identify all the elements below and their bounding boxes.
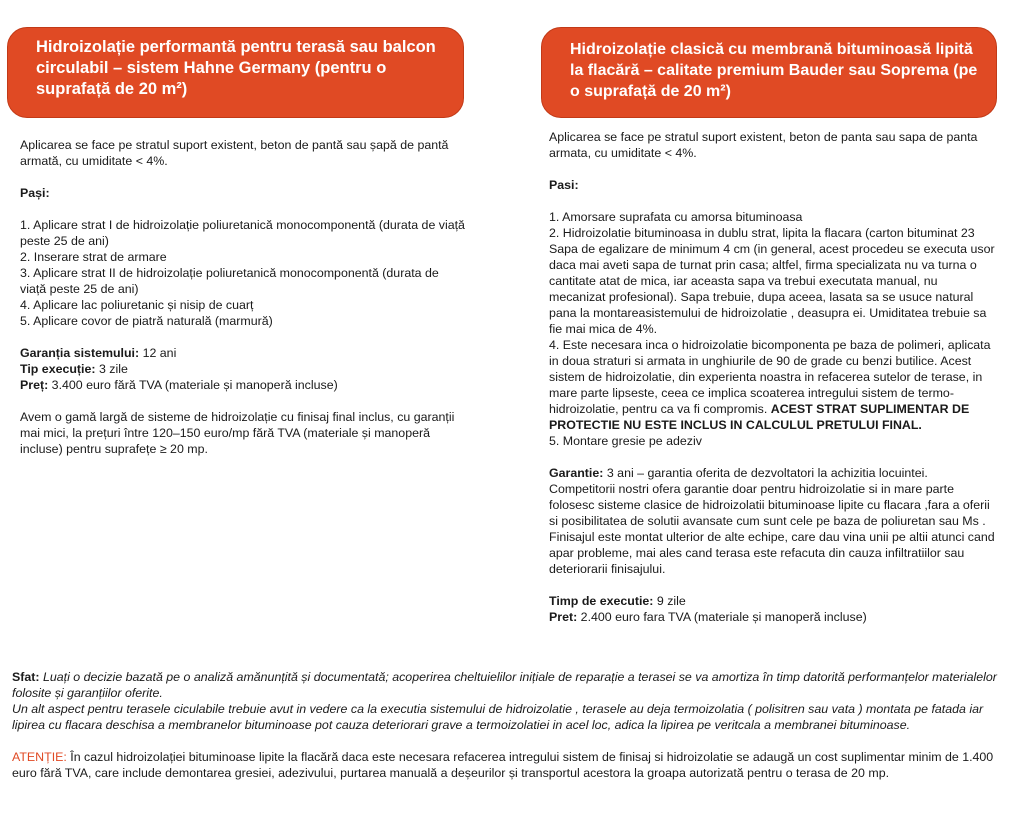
right-step: 1. Amorsare suprafata cu amorsa bituminoasa — [549, 210, 803, 224]
left-execution: Tip execuție: 3 zile — [20, 362, 128, 376]
left-note: Avem o gamă largă de sisteme de hidroizolație cu finisaj final inclus, cu garanții mai mici, la prețuri între 120–150 euro/mp fără TVA (materiale și manoperă incluse) pentru suprafețe ≥ 20 mp. — [20, 410, 455, 456]
left-step: 1. Aplicare strat I de hidroizolație poliuretanică monocomponentă (durata de viață peste 25 de ani) — [20, 218, 465, 248]
right-offer-body — [549, 129, 996, 625]
aspect-note: Un alt aspect pentru terasele ciculabile trebuie avut in vedere ca la executia sistemului de hidroizolatie , terasele au deja termoizolatia ( polisitren sau vata ) montata pe fatada iar lipirea cu flacara deschisa a membranelor bituminoase pot cauza deteriorari grave a termoizolatiei in acel loc, adica la lipirea pe veritcala a membranei bituminoase. — [12, 702, 984, 732]
left-step: 5. Aplicare covor de piatră naturală (marmură) — [20, 314, 273, 328]
right-execution: Timp de executie: 9 zile — [549, 594, 686, 608]
left-intro: Aplicarea se face pe stratul suport existent, beton de pantă sau șapă de pantă armată, cu umiditate < 4%. — [20, 138, 449, 168]
right-step: 5. Montare gresie pe adeziv — [549, 434, 702, 448]
right-warranty: Garantie: 3 ani – garantia oferita de dezvoltatori la achizitia locuintei. Competitorii nostri ofera garantie doar pentru hidroizolatie si in mare parte folosesc sisteme clasice de hidroizolatii bituminoase lipite cu flacara ,fara a oferii si posibilitatea de solutii avansate cum sunt cele pe baza de poliuretan sau Ms . Finisajul este montat ulterior de alte echipe, care dau vina unii pe altii atunci cand apar probleme, mai ales cand terasa este refacuta din cauza infiltratiilor sau deteriorarii finisajului. — [549, 466, 995, 576]
left-offer-body — [20, 137, 465, 457]
right-intro: Aplicarea se face pe stratul suport existent, beton de panta sau sapa de panta armata, cu umiditate < 4%. — [549, 130, 978, 160]
left-steps-heading: Pași: — [20, 186, 50, 200]
warning: ATENȚIE: În cazul hidroizolației bituminoase lipite la flacără daca este necesara refacerea intregului sistem de finisaj si hidroizolatie se adaugă un cost suplimentar minim de 1.400 euro fără TVA, care include demontarea gresiei, adezivului, purtarea manuală a deșeurilor și transportul acestora la groapa autorizată pentru o terasa de 20 mp. — [12, 750, 994, 780]
right-price: Pret: 2.400 euro fara TVA (materiale și manoperă incluse) — [549, 610, 867, 624]
left-step: 2. Inserare strat de armare — [20, 250, 167, 264]
right-steps-heading: Pasi: — [549, 178, 579, 192]
right-offer-title: Hidroizolație clasică cu membrană bituminoasă lipită la flacără – calitate premium Bauder sau Soprema (pe o suprafață de 20 m²) — [541, 27, 997, 118]
right-step: 2. Hidroizolatie bituminoasa in dublu strat, lipita la flacara (carton bituminat 23 Sapa de egalizare de minimum 4 cm (in general, acest procedeu se executa usor daca mai aveti sapa de turnat prin casa; altfel, firma specializata nu va turna o cantitate atat de mica, iar aceasta sapa va trebui executata manual, nu mecanizat profesional). Sapa trebuie, dupa aceea, lasata sa se usuce natural pana la montareasistemului de hidroizolatie , deasupra ei. Umiditatea trebuie sa fie mai mica de 4%. — [549, 226, 995, 336]
right-step: 4. Este necesara inca o hidroizolatie bicomponenta pe baza de polimeri, aplicata in doua straturi si armata in unghiurile de 90 de grade cu benzi butilice. Acest sistem de hidroizolatie, din experienta noastra in refacerea sutelor de terase, in mare parte lipseste, ceea ce implica scoaterea intregului sistem de termo-hidroizolatie, pentru ca va fi compromis. ACEST STRAT SUPLIMENTAR DE PROTECTIE NU ESTE INCLUS IN CALCULUL PRETULUI FINAL. — [549, 338, 991, 432]
tip: Sfat: Luați o decizie bazată pe o analiză amănunțită și documentată; acoperirea cheltuielilor inițiale de reparație a terasei se va amortiza în timp datorită performanțelor materialelor folosite și garanțiilor oferite. — [12, 670, 997, 700]
left-price: Preț: 3.400 euro fără TVA (materiale și manoperă incluse) — [20, 378, 338, 392]
left-warranty: Garanția sistemului: 12 ani — [20, 346, 177, 360]
left-step: 4. Aplicare lac poliuretanic și nisip de cuarț — [20, 298, 254, 312]
footer-notes — [12, 669, 1007, 781]
left-offer-title: Hidroizolație performantă pentru terasă sau balcon circulabil – sistem Hahne Germany (pentru o suprafață de 20 m²) — [7, 27, 464, 118]
left-step: 3. Aplicare strat II de hidroizolație poliuretanică monocomponentă (durata de viață peste 25 de ani) — [20, 266, 439, 296]
